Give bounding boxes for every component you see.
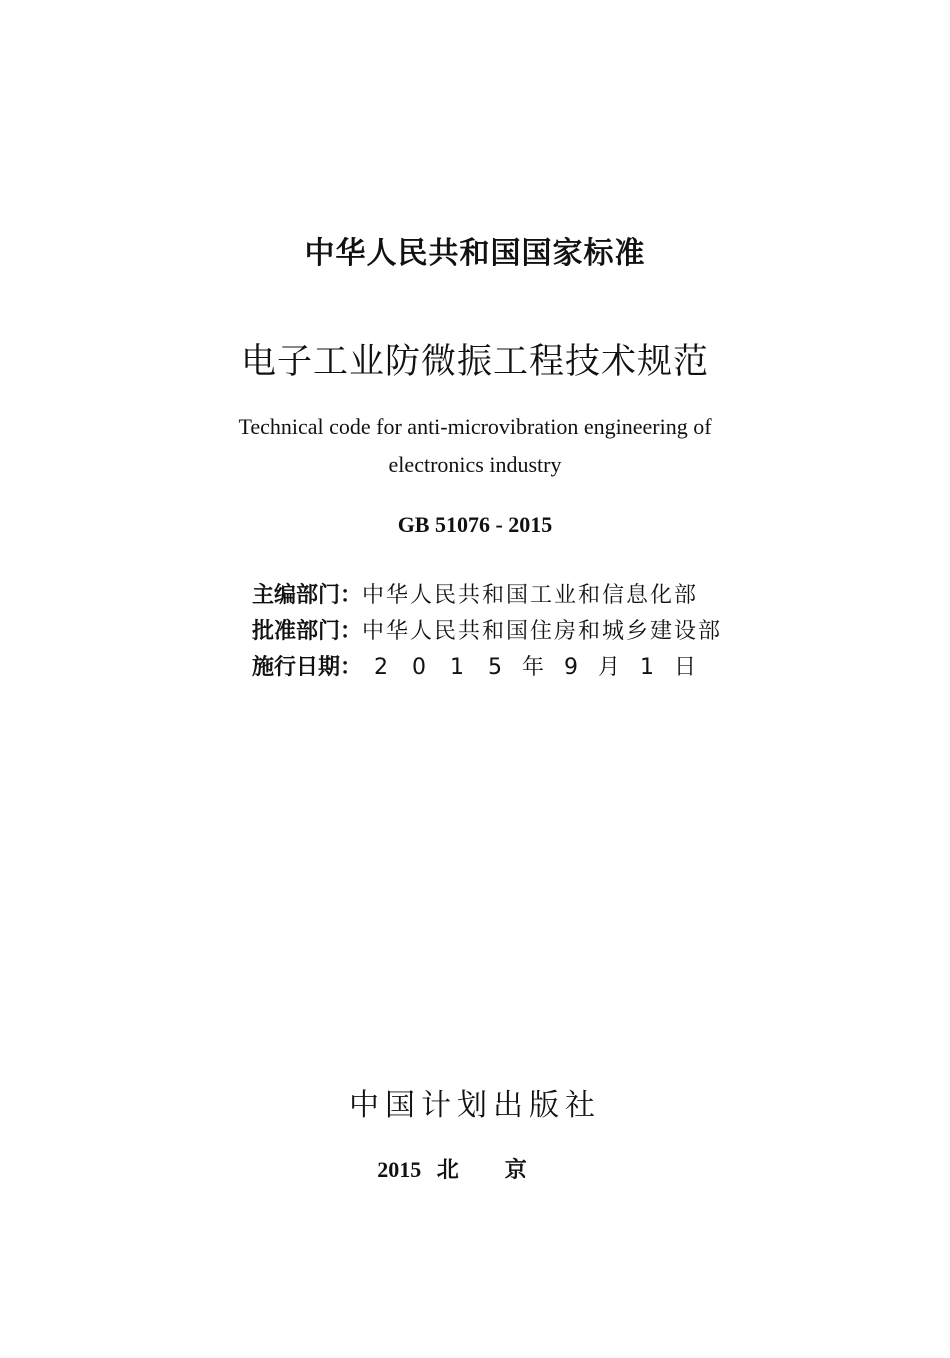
- chief-editor-label: 主编部门：: [252, 583, 363, 608]
- effective-date-label: 施行日期：: [252, 655, 363, 680]
- date-char: 日: [674, 655, 697, 680]
- date-char: 月: [598, 655, 621, 680]
- publish-year-city: [0, 1153, 950, 1184]
- effective-date-row: [252, 650, 752, 686]
- chief-editor-value: 中华人民共和国工业和信息化部: [362, 583, 699, 608]
- standard-code: GB 51076 - 2015: [397, 512, 553, 537]
- date-char: 2: [374, 655, 389, 680]
- effective-date-value: [362, 650, 704, 686]
- title-english-line-1: Technical code for anti-microvibration engineering of: [238, 414, 712, 439]
- publish-year: 2015: [377, 1157, 422, 1182]
- approval-row: [252, 614, 752, 650]
- publish-city: 北京: [436, 1158, 573, 1183]
- date-char: 1: [450, 655, 465, 680]
- date-char: 年: [522, 655, 545, 680]
- date-char: 1: [640, 655, 655, 680]
- chief-editor-row: [252, 578, 752, 614]
- title-english-line-2: electronics industry: [388, 452, 562, 477]
- standard-header: 中华人民共和国国家标准: [304, 236, 646, 271]
- approval-label: 批准部门：: [252, 619, 363, 644]
- title-chinese: 电子工业防微振工程技术规范: [240, 342, 709, 382]
- date-char: 9: [564, 655, 579, 680]
- approval-value: 中华人民共和国住房和城乡建设部: [362, 619, 723, 644]
- metadata-block: [252, 578, 752, 686]
- date-char: 0: [412, 655, 427, 680]
- date-char: 5: [488, 655, 503, 680]
- publisher-name: 中国计划出版社: [349, 1088, 601, 1123]
- title-english: [0, 408, 950, 484]
